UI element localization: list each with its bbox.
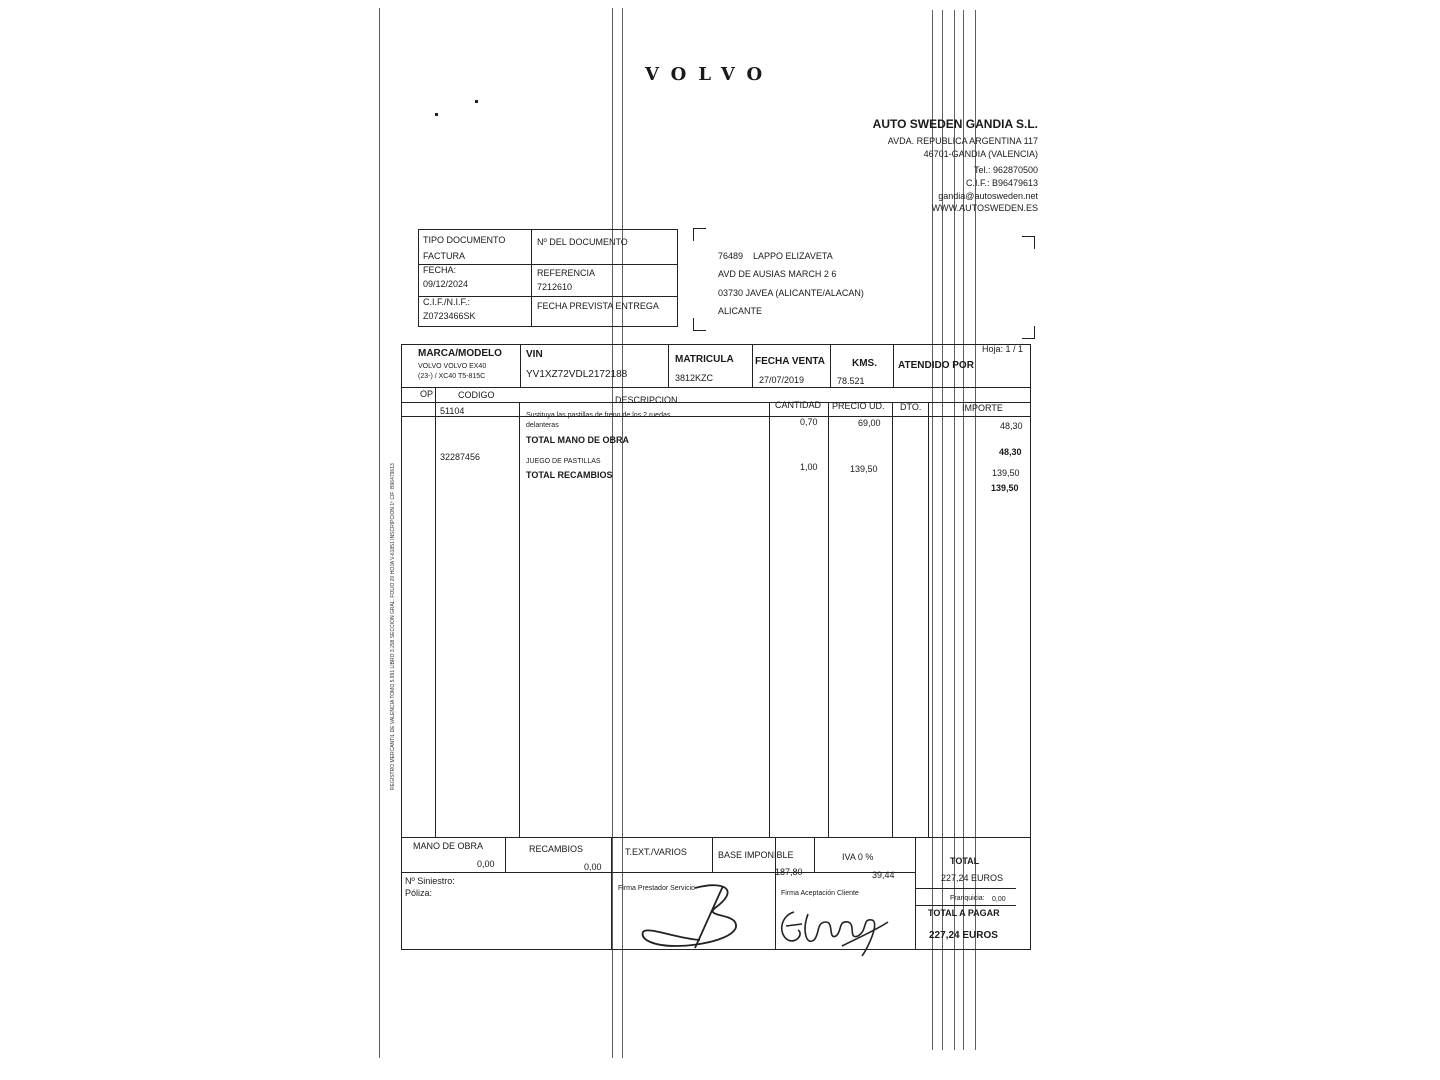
divider [769,402,770,837]
divider [752,344,753,387]
divider [814,837,815,872]
fecha-venta-label: FECHA VENTA [755,356,825,367]
divider [401,387,1031,388]
vin-value: YV1XZ72VDL2172188 [526,369,628,380]
vin-label: VIN [526,349,543,360]
divider [712,837,713,872]
divider [830,344,831,387]
divider [401,416,1031,417]
header-dto: DTO. [900,402,922,412]
divider [418,264,678,265]
firma-prestador-label: Firma Prestador Servicio [618,885,696,892]
customer-line-3: 03730 JAVEA (ALICANTE/ALACAN) [718,288,864,298]
row3-precio: 139,50 [850,464,878,474]
company-name: AUTO SWEDEN GANDIA S.L. [872,117,1038,131]
total-pagar-value: 227,24 EUROS [929,930,998,941]
divider [915,905,1016,906]
mano-obra-label: MANO DE OBRA [413,841,484,851]
poliza-label: Póliza: [405,888,433,898]
base-imponible-label: BASE IMPONIBLE [718,850,794,860]
total-recambios-value: 139,50 [991,483,1019,493]
varios-label: T.EXT./VARIOS [625,847,687,857]
company-web: WWW.AUTOSWEDEN.ES [931,203,1038,213]
fecha-label: FECHA: [423,265,457,275]
atendido-label: ATENDIDO POR [898,360,974,371]
divider [531,229,532,327]
divider [915,888,1016,889]
row1-codigo: 51104 [440,406,465,416]
divider [892,402,893,837]
firma-cliente-label: Firma Aceptación Cliente [781,890,859,897]
recambios-label: RECAMBIOS [529,844,584,854]
company-cif: C.I.F.: B96479613 [965,178,1038,188]
scan-dot [435,113,438,116]
header-importe: IMPORTE [962,403,1003,413]
divider [520,344,521,387]
header-cantidad: CANTIDAD [775,400,822,410]
matricula-value: 3812KZC [675,373,714,383]
row3-descripcion: JUEGO DE PASTILLAS [526,458,601,465]
window-corner [1022,326,1035,339]
volvo-logo: VOLVO [645,64,775,85]
iva-label: IVA 0 % [842,852,874,862]
total-pagar-label: TOTAL A PAGAR [928,908,1000,918]
mano-obra-value: 0,00 [477,859,495,869]
matricula-label: MATRICULA [675,354,734,365]
row3-codigo: 32287456 [440,452,481,462]
customer-line-2: AVD DE AUSIAS MARCH 2 6 [718,269,837,279]
customer-line-4: ALICANTE [718,306,763,316]
divider [893,344,894,387]
divider [519,402,520,837]
divider [401,837,1031,838]
marca-value-2: (23-) / XC40 T5-815C [418,373,486,380]
siniestro-label: Nº Siniestro: [405,876,455,886]
fecha-entrega-label: FECHA PREVISTA ENTREGA [537,301,659,311]
marca-label: MARCA/MODELO [418,348,502,359]
total-value: 227,24 EUROS [941,873,1004,883]
scan-dot [475,100,478,103]
base-imponible-value: 187,80 [775,867,803,877]
client-signature [772,900,897,962]
referencia-value: 7212610 [537,282,573,292]
divider [505,837,506,872]
window-corner [693,228,706,241]
row1-descripcion-2: delanteras [526,422,559,429]
header-codigo: CODIGO [458,390,495,400]
header-descripcion: DESCRIPCION [615,395,678,405]
company-address-1: AVDA. REPUBLICA ARGENTINA 117 [887,136,1038,146]
page-number: Hoja: 1 / 1 [982,344,1024,354]
total-mano-obra-label: TOTAL MANO DE OBRA [526,435,629,445]
row3-importe: 139,50 [992,468,1020,478]
row1-precio: 69,00 [858,418,881,428]
cif-value: Z0723466SK [423,311,476,321]
divider [611,837,612,950]
total-recambios-label: TOTAL RECAMBIOS [526,470,613,480]
divider [668,344,669,387]
company-email: gandia@autosweden.net [938,191,1038,201]
registry-note: REGISTRO MERCANTIL DE VALENCIA TOMO 5.991 LIBRO 3.298 SECCION GRAL. FOLIO 20 HOJA V-61851 INSCRIPCION 1º CIF: B96479613 [390,463,396,790]
numero-documento-label: Nº DEL DOCUMENTO [537,237,628,247]
row1-cantidad: 0,70 [800,417,818,427]
kms-label: KMS. [852,358,877,369]
divider [401,402,1031,403]
invoice-table [401,344,1031,950]
scan-line [379,8,380,1058]
fecha-venta-value: 27/07/2019 [759,375,805,385]
divider [435,387,436,837]
divider [828,402,829,837]
row1-descripcion-1: Sustituya las pastillas de freno de los 2 ruedas [526,412,671,419]
divider [915,837,916,950]
tipo-documento-label: TIPO DOCUMENTO [423,235,506,245]
provider-signature [635,880,765,955]
tipo-documento-value: FACTURA [423,251,466,261]
iva-value: 39,44 [872,870,895,880]
franquicia-value: 0,00 [992,896,1006,903]
company-address-2: 46701-GANDIA (VALENCIA) [923,149,1038,159]
recambios-value: 0,00 [584,862,602,872]
header-op: OP [420,389,434,399]
kms-value: 78.521 [837,376,865,386]
window-corner [1022,236,1035,249]
fecha-value: 09/12/2024 [423,279,469,289]
row3-cantidad: 1,00 [800,462,818,472]
customer-line-1: 76489 LAPPO ELIZAVETA [718,251,833,261]
divider [928,402,929,837]
referencia-label: REFERENCIA [537,268,596,278]
total-label: TOTAL [950,856,980,866]
total-mano-obra-value: 48,30 [999,447,1022,457]
franquicia-label: Franquicia: [950,895,985,902]
marca-value-1: VOLVO VOLVO EX40 [418,363,487,370]
cif-label: C.I.F./N.I.F.: [423,297,471,307]
window-corner [693,318,706,331]
company-tel: Tel.: 962870500 [973,165,1038,175]
divider [401,872,916,873]
row1-importe: 48,30 [1000,421,1023,431]
header-precio: PRECIO UD. [832,401,885,411]
